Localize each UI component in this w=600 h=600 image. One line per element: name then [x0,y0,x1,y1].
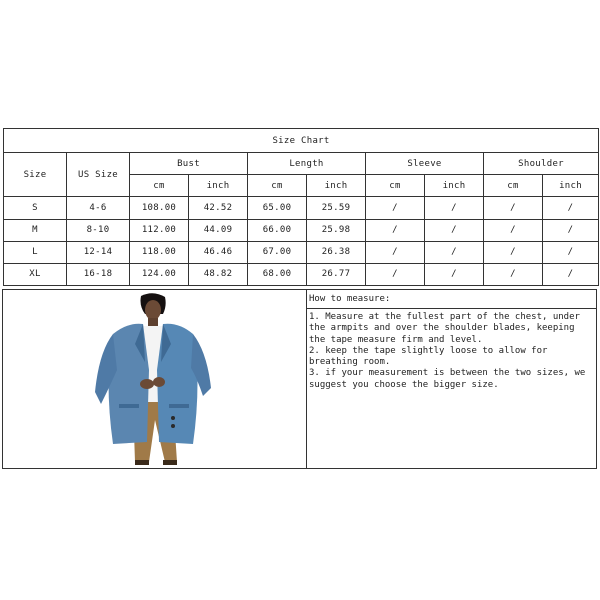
hand-shape [140,379,154,389]
value-cell: / [484,219,543,241]
value-cell: / [543,263,599,285]
jacket-pocket [169,404,189,408]
value-cell: 65.00 [248,197,307,219]
value-cell: / [425,197,484,219]
jacket-pocket [119,404,139,408]
info-panel [2,289,597,469]
value-cell: 118.00 [130,241,189,263]
measure-step: 3. if your measurement is between the two sizes, we suggest you choose the bigger size. [309,368,586,390]
value-cell: / [366,219,425,241]
unit-cell: cm [248,175,307,197]
value-cell: / [484,263,543,285]
unit-cell: cm [484,175,543,197]
size-cell: L [4,241,67,263]
value-cell: 44.09 [189,219,248,241]
header-size: Size [4,153,67,197]
value-cell: 26.77 [307,263,366,285]
us-size-cell: 8-10 [67,219,130,241]
measure-steps [307,309,596,391]
header-bust: Bust [130,153,248,175]
value-cell: 42.52 [189,197,248,219]
shoe-shape [135,460,149,465]
unit-cell: inch [543,175,599,197]
unit-cell: cm [366,175,425,197]
value-cell: 26.38 [307,241,366,263]
unit-cell: inch [425,175,484,197]
measure-instructions [307,290,596,468]
us-size-cell: 4-6 [67,197,130,219]
value-cell: 67.00 [248,241,307,263]
value-cell: / [366,241,425,263]
size-chart-table [3,128,599,286]
header-us-size: US Size [67,153,130,197]
value-cell: / [425,263,484,285]
value-cell: / [543,219,599,241]
hand-shape [153,377,165,387]
value-cell: / [543,241,599,263]
value-cell: 25.98 [307,219,366,241]
table-row [4,263,599,285]
us-size-cell: 16-18 [67,263,130,285]
value-cell: / [425,241,484,263]
size-cell: XL [4,263,67,285]
product-photo [73,292,233,467]
value-cell: 124.00 [130,263,189,285]
value-cell: 25.59 [307,197,366,219]
value-cell: / [425,219,484,241]
value-cell: / [484,197,543,219]
size-cell: S [4,197,67,219]
unit-cell: inch [307,175,366,197]
table-row [4,219,599,241]
header-length: Length [248,153,366,175]
shoe-shape [163,460,177,465]
unit-cell: inch [189,175,248,197]
jacket-button [171,416,175,420]
jacket-button [171,424,175,428]
value-cell: 68.00 [248,263,307,285]
value-cell: 108.00 [130,197,189,219]
value-cell: / [543,197,599,219]
value-cell: 46.46 [189,241,248,263]
face-shape [145,300,161,320]
value-cell: / [484,241,543,263]
value-cell: / [366,263,425,285]
size-cell: M [4,219,67,241]
table-row [4,197,599,219]
value-cell: 112.00 [130,219,189,241]
measure-step: 1. Measure at the fullest part of the chest, under the armpits and over the shoulder blades, keeping the tape measure firm and level. [309,312,580,345]
value-cell: 66.00 [248,219,307,241]
table-title: Size Chart [4,129,599,153]
value-cell: 48.82 [189,263,248,285]
value-cell: / [366,197,425,219]
header-sleeve: Sleeve [366,153,484,175]
table-row [4,241,599,263]
measure-step: 2. keep the tape slightly loose to allow for breathing room. [309,345,548,368]
header-shoulder: Shoulder [484,153,599,175]
measure-heading: How to measure: [307,290,596,309]
product-photo-cell [3,290,307,468]
unit-cell: cm [130,175,189,197]
us-size-cell: 12-14 [67,241,130,263]
